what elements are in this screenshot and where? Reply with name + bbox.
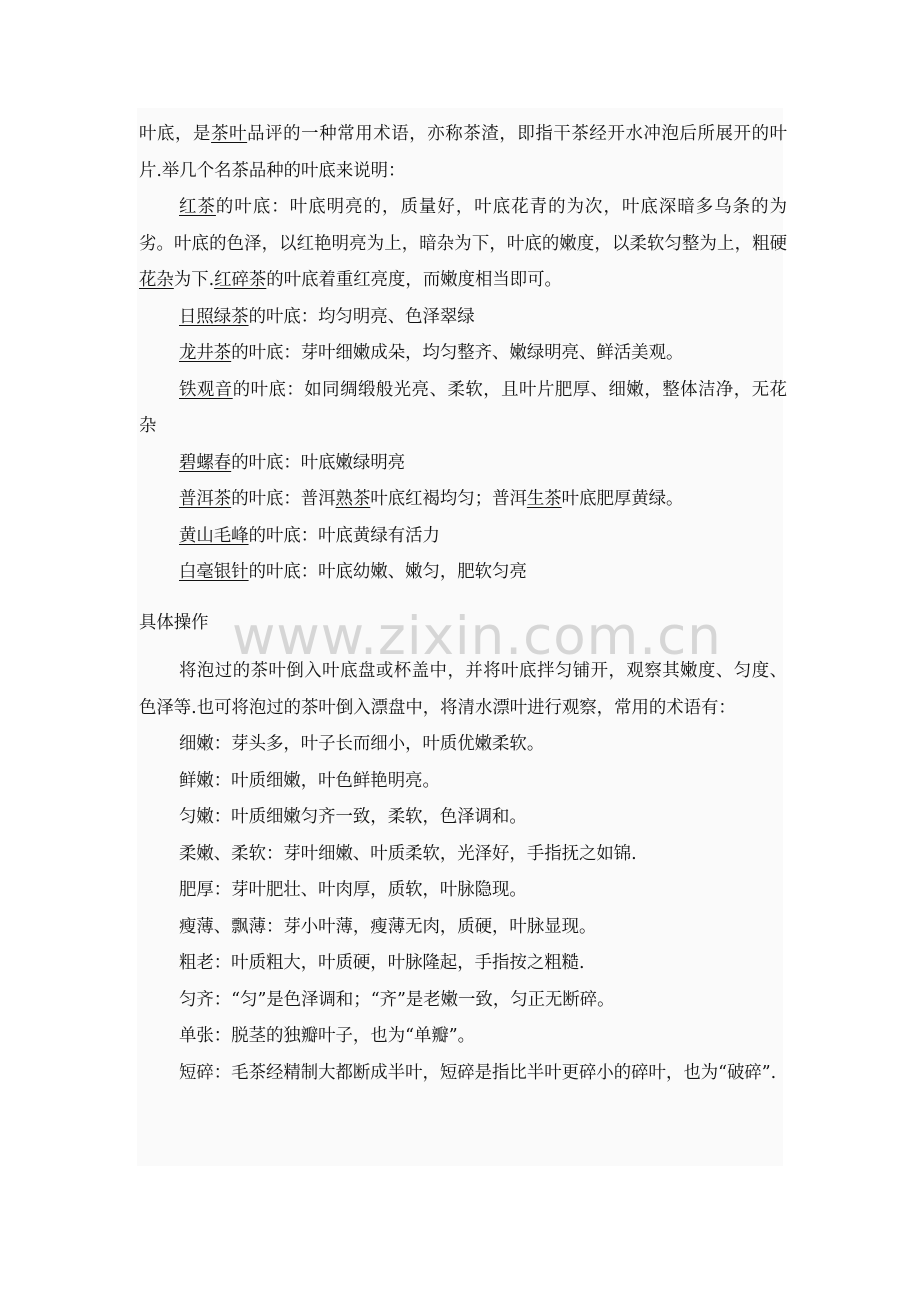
term-item: 瘦薄、飘薄：芽小叶薄，瘦薄无肉，质硬，叶脉显现。 (179, 916, 597, 937)
puer-link[interactable]: 普洱茶 (179, 489, 232, 509)
biluochun-paragraph (139, 445, 787, 482)
puer-text-2: 叶底红褐均匀；普洱 (370, 489, 527, 509)
tieguanyin-link[interactable]: 铁观音 (179, 379, 233, 400)
term-item: 细嫩：芽头多，叶子长而细小，叶质优嫩柔软。 (179, 734, 545, 754)
operation-intro: 将泡过的茶叶倒入叶底盘或杯盖中，并将叶底拌匀铺开，观察其嫩度、匀度、色泽等.也可将泡过的茶叶倒入漂盘中，将清水漂叶进行观察，常用的术语有： (139, 661, 787, 718)
intro-text-2: 品评的一种常用术语，亦称茶渣，即指干茶经开水冲泡后所展开的叶片.举几个名茶品种的叶底来说明： (139, 124, 787, 181)
intro-text-1: 叶底，是 (139, 124, 212, 144)
rizhao-text: 的叶底：均匀明亮、色泽翠绿 (248, 306, 475, 327)
puer-text-3: 叶底肥厚黄绿。 (561, 489, 684, 509)
huangshan-text: 的叶底：叶底黄绿有活力 (248, 525, 440, 546)
rizhao-link[interactable]: 日照绿茶 (179, 306, 249, 327)
spacer (139, 591, 787, 605)
operation-heading: 具体操作 (139, 612, 209, 633)
shu-tea-link[interactable]: 熟茶 (335, 489, 371, 509)
longjing-text: 的叶底：芽叶细嫩成朵，均匀整齐、嫩绿明亮、鲜活美观。 (231, 343, 684, 363)
rizhao-paragraph (139, 299, 787, 336)
longjing-link[interactable]: 龙井茶 (179, 343, 232, 363)
tea-leaf-link[interactable]: 茶叶 (211, 124, 248, 144)
intro-paragraph (139, 116, 787, 189)
term-item: 肥厚：芽叶肥壮、叶肉厚，质软，叶脉隐现。 (179, 880, 527, 900)
watermark: www.zixin.com.cn (232, 606, 722, 667)
tieguanyin-paragraph (139, 372, 787, 445)
puer-text-1: 的叶底：普洱 (231, 489, 336, 509)
spacer (139, 641, 787, 653)
term-item: 柔嫩、柔软：芽叶细嫩、叶质柔软，光泽好，手指抚之如锦. (179, 843, 637, 864)
baihao-paragraph (139, 554, 787, 591)
term-item: 短碎：毛茶经精制大都断成半叶，短碎是指比半叶更碎小的碎叶，也为“破碎”. (179, 1062, 777, 1083)
black-tea-text-2: 为下. (173, 270, 215, 290)
term-item: 粗老：叶质粗大，叶质硬，叶脉隆起，手指按之粗糙. (179, 953, 585, 973)
black-tea-paragraph (139, 189, 787, 299)
document-body (139, 116, 787, 1091)
term-item: 鲜嫩：叶质细嫩，叶色鲜艳明亮。 (179, 770, 440, 791)
broken-black-tea-link[interactable]: 红碎茶 (214, 270, 267, 290)
huangshan-link[interactable]: 黄山毛峰 (179, 525, 249, 546)
puer-paragraph (139, 481, 787, 518)
black-tea-link[interactable]: 红茶 (179, 197, 216, 217)
tieguanyin-text: 的叶底：如同绸缎般光亮、柔软，且叶片肥厚、细嫩，整体洁净，无花杂 (139, 379, 787, 436)
sheng-tea-link[interactable]: 生茶 (526, 489, 562, 509)
biluochun-link[interactable]: 碧螺春 (179, 452, 232, 473)
term-item: 匀齐：“匀”是色泽调和；“齐”是老嫩一致，匀正无断碎。 (179, 989, 615, 1010)
biluochun-text: 的叶底：叶底嫩绿明亮 (231, 452, 406, 473)
baihao-link[interactable]: 白毫银针 (179, 562, 249, 582)
huaza-link[interactable]: 花杂 (139, 270, 174, 290)
baihao-text: 的叶底：叶底幼嫩、嫩匀，肥软匀亮 (248, 562, 527, 582)
black-tea-text-1: 的叶底：叶底明亮的，质量好，叶底花青的为次，叶底深暗多乌条的为劣。叶底的色泽，以红艳明亮为上，暗杂为下，叶底的嫩度，以柔软匀整为上，粗硬 (139, 197, 787, 254)
longjing-paragraph (139, 335, 787, 372)
black-tea-text-3: 的叶底着重红亮度，而嫩度相当即可。 (266, 270, 562, 290)
huangshan-paragraph (139, 518, 787, 555)
term-item: 匀嫩：叶质细嫩匀齐一致，柔软，色泽调和。 (179, 807, 527, 827)
term-item: 单张：脱茎的独瓣叶子，也为“单瓣”。 (179, 1026, 476, 1046)
